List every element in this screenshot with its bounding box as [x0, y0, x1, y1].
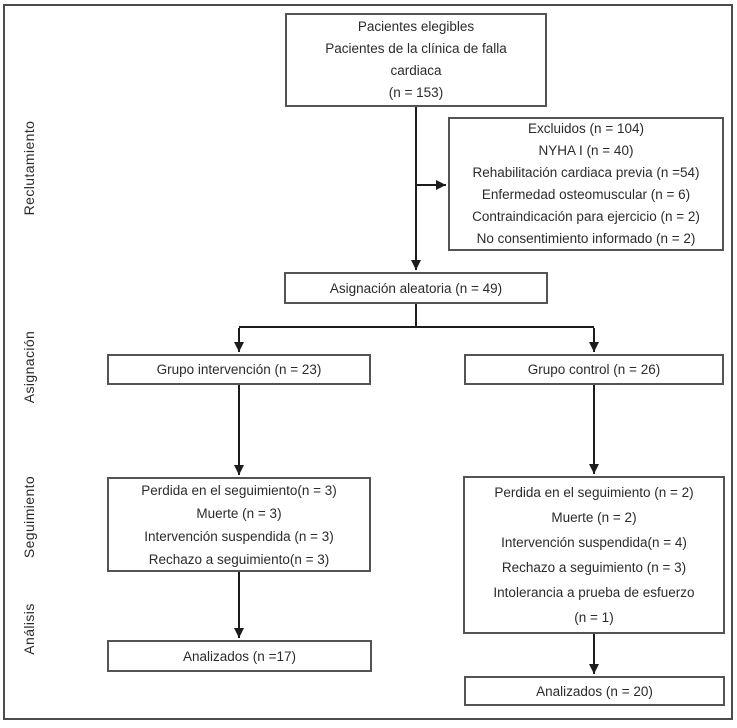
box-line: Intervención suspendida(n = 4) [501, 535, 687, 550]
box-line: Grupo intervención (n = 23) [156, 362, 322, 377]
box-control-group [464, 354, 724, 385]
split-connector [239, 304, 594, 327]
box-line: Asignación aleatoria (n = 49) [329, 280, 503, 296]
box-line: Analizados (n =17) [183, 648, 296, 664]
box-line: Muerte (n = 2) [551, 510, 637, 525]
box-line: Rechazo a seguimiento(n = 3) [148, 551, 330, 567]
box-analyzed-intervention [107, 640, 372, 672]
box-line: NYHA I (n = 40) [538, 143, 634, 158]
box-intervention-group [107, 354, 371, 385]
box-line: (n = 153) [388, 85, 444, 100]
stage-label-analisis: Análisis [21, 603, 37, 655]
box-eligible-patients [285, 13, 547, 107]
box-line: Pacientes elegibles [357, 19, 475, 34]
box-line: Intervención suspendida (n = 3) [144, 528, 334, 544]
box-line: Perdida en el seguimiento (n = 2) [494, 485, 694, 500]
stage-label-reclutamiento: Reclutamiento [21, 120, 37, 216]
box-excluded [448, 117, 724, 251]
box-line: Analizados (n = 20) [536, 683, 653, 699]
box-analyzed-control [464, 676, 725, 706]
box-line: Rechazo a seguimiento (n = 3) [501, 560, 687, 575]
box-randomized [284, 272, 548, 304]
box-line: Grupo control (n = 26) [527, 362, 661, 377]
box-followup-control [463, 476, 725, 634]
stage-label-seguimiento: Seguimiento [21, 475, 37, 559]
box-line: Rehabilitación cardiaca previa (n =54) [472, 165, 700, 180]
box-line: cardiaca [390, 63, 442, 78]
box-line: No consentimiento informado (n = 2) [476, 231, 696, 246]
box-line: Excluidos (n = 104) [528, 121, 644, 136]
box-line: (n = 1) [574, 610, 614, 625]
box-line: Muerte (n = 3) [196, 505, 282, 521]
box-followup-intervention [107, 477, 371, 572]
box-line: Pacientes de la clínica de falla [325, 41, 507, 56]
stage-label-asignacion: Asignación [21, 330, 37, 404]
box-line: Contraindicación para ejercicio (n = 2) [472, 209, 700, 224]
box-line: Intolerancia a prueba de esfuerzo [493, 585, 695, 600]
box-line: Enfermedad osteomuscular (n = 6) [481, 187, 691, 202]
box-line: Perdida en el seguimiento(n = 3) [141, 482, 337, 498]
